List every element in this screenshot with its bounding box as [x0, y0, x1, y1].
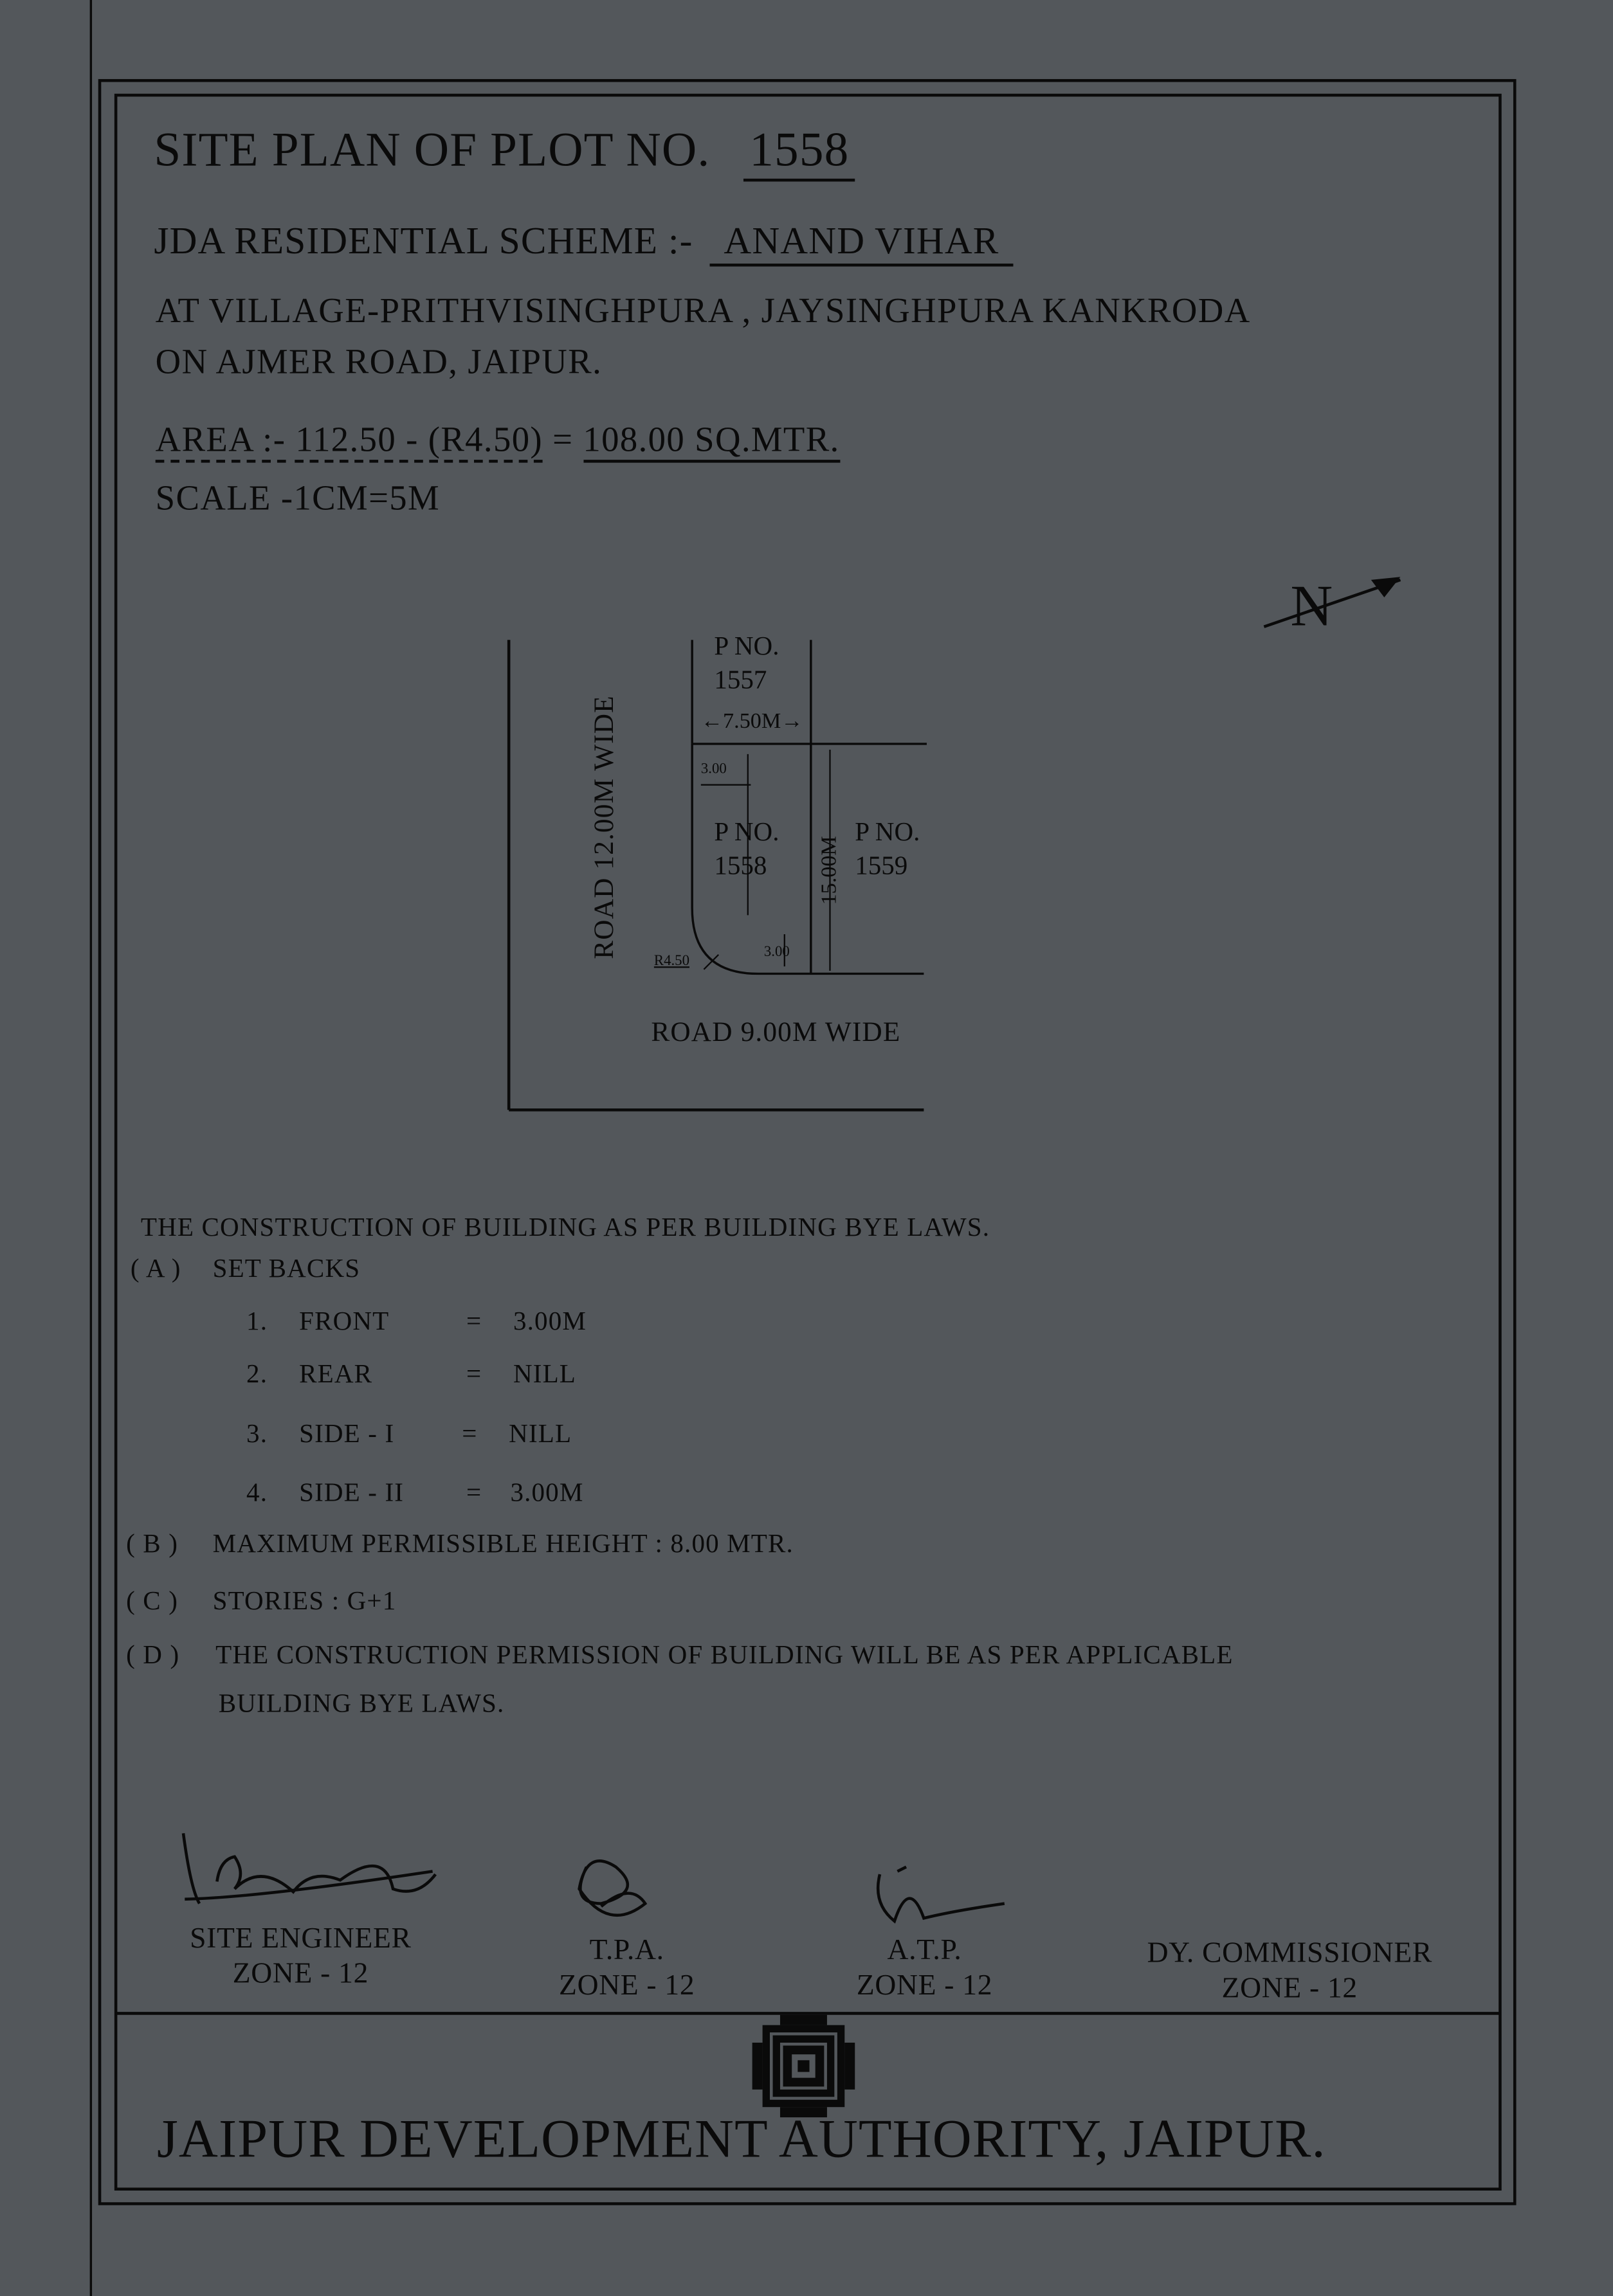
- setback-1-eq: =: [466, 1306, 482, 1335]
- signatory-role: SITE ENGINEER: [190, 1922, 412, 1955]
- signatory-role: T.P.A.: [589, 1934, 664, 1967]
- front-setback-label: 3.00: [763, 944, 790, 961]
- north-label: N: [1290, 572, 1333, 638]
- plot-1558-line2: 1558: [714, 851, 767, 880]
- plot-1559-line2: 1559: [855, 851, 908, 880]
- signatory-zone: ZONE - 12: [559, 1969, 695, 2002]
- road-horizontal-label: ROAD 9.00M WIDE: [651, 1017, 901, 1049]
- setback-2-name: REAR: [299, 1359, 373, 1388]
- area-result: 108.00 SQ.MTR.: [583, 422, 839, 463]
- footer-authority: JAIPUR DEVELOPMENT AUTHORITY, JAIPUR.: [156, 2110, 1326, 2171]
- rule-a-text: SET BACKS: [212, 1253, 361, 1283]
- area-prefix: AREA :-: [156, 422, 286, 463]
- rule-a-label: ( A ): [130, 1253, 181, 1283]
- corner-radius-label: R4.50: [653, 953, 689, 970]
- setback-1-num: 1.: [246, 1306, 268, 1335]
- location-line-2: ON AJMER ROAD, JAIPUR.: [155, 344, 603, 383]
- signatory-role: A.T.P.: [887, 1934, 962, 1967]
- signatory-role: DY. COMMISSIONER: [1147, 1937, 1432, 1970]
- scheme-name: ANAND VIHAR: [709, 220, 1014, 267]
- rule-d-text-line1: THE CONSTRUCTION PERMISSION OF BUILDING WILL BE AS PER APPLICABLE: [215, 1640, 1234, 1670]
- title-prefix: SITE PLAN OF PLOT NO.: [154, 124, 711, 177]
- rules-intro: THE CONSTRUCTION OF BUILDING AS PER BUILDING BYE LAWS.: [140, 1212, 990, 1242]
- setback-4-name: SIDE - II: [299, 1477, 405, 1507]
- scheme-prefix: JDA RESIDENTIAL SCHEME :-: [154, 219, 693, 262]
- setback-4-num: 4.: [246, 1477, 268, 1507]
- setback-2-value: NILL: [513, 1359, 577, 1388]
- rule-d-text-line2: BUILDING BYE LAWS.: [218, 1688, 505, 1718]
- setback-2-eq: =: [466, 1359, 482, 1388]
- setback-3-value: NILL: [509, 1418, 572, 1449]
- setback-1-name: FRONT: [299, 1306, 390, 1335]
- rule-d-label: ( D ): [126, 1640, 180, 1670]
- plot-number: 1558: [743, 125, 855, 182]
- signatory-zone: ZONE - 12: [1221, 1972, 1358, 2005]
- plot-1557-line1: P NO.: [714, 631, 779, 661]
- setback-3-name: SIDE - I: [299, 1418, 395, 1449]
- area-calculation: 112.50 - (R4.50): [295, 422, 543, 463]
- rule-c-label: ( C ): [126, 1586, 179, 1615]
- plot-1558-line1: P NO.: [714, 817, 779, 847]
- plot-1559-line1: P NO.: [855, 817, 920, 847]
- road-vertical-label: ROAD 12.00M WIDE: [589, 695, 621, 959]
- setback-1-value: 3.00M: [513, 1306, 587, 1335]
- setback-3-num: 3.: [246, 1418, 268, 1449]
- setback-4-value: 3.00M: [510, 1477, 584, 1507]
- rule-c-text: STORIES : G+1: [212, 1586, 397, 1615]
- width-dimension: ←7.50M→: [700, 710, 803, 734]
- signatory-zone: ZONE - 12: [232, 1957, 369, 1990]
- setback-3-eq: =: [462, 1418, 478, 1449]
- setback-4-eq: =: [466, 1477, 482, 1507]
- rule-b-label: ( B ): [126, 1528, 179, 1559]
- setback-label: 3.00: [700, 761, 727, 778]
- signatory-zone: ZONE - 12: [856, 1969, 993, 2002]
- plot-1557-line2: 1557: [714, 664, 767, 694]
- location-line-1: AT VILLAGE-PRITHVISINGHPURA , JAYSINGHPURA KANKRODA: [155, 293, 1251, 331]
- depth-dimension: 15.00M: [818, 836, 842, 905]
- area-equals: =: [552, 421, 574, 460]
- setback-2-num: 2.: [246, 1359, 268, 1388]
- scale-text: SCALE -1CM=5M: [155, 480, 441, 519]
- rule-b-text: MAXIMUM PERMISSIBLE HEIGHT : 8.00 MTR.: [212, 1528, 794, 1559]
